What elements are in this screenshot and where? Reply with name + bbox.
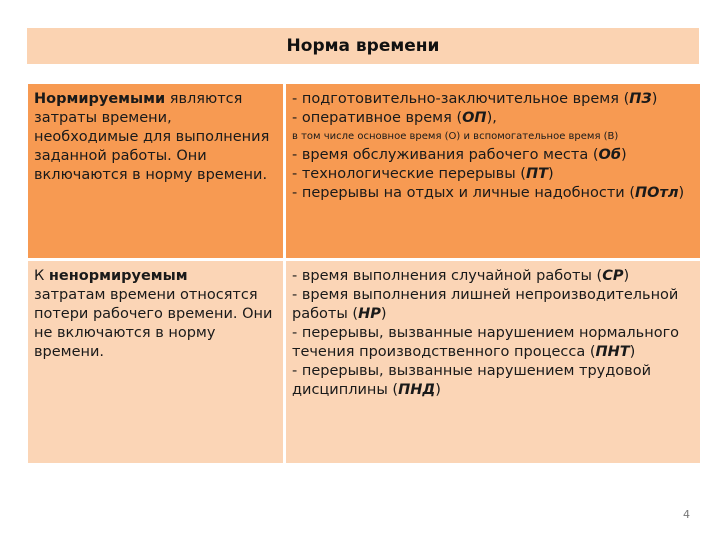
list-item-code: СР bbox=[602, 268, 624, 284]
list-item bbox=[292, 286, 694, 324]
list-item-text: - перерывы, вызванные нарушением трудовой дисциплины ( bbox=[292, 363, 651, 398]
list-item-code: ПЗ bbox=[629, 91, 652, 107]
list-item-text: - время выполнения случайной работы ( bbox=[292, 268, 603, 284]
list-item-code: НР bbox=[358, 306, 381, 322]
list-item bbox=[292, 146, 694, 165]
list-item bbox=[292, 324, 694, 362]
list-item-suffix: ), bbox=[486, 110, 497, 126]
page-number: 4 bbox=[683, 508, 690, 521]
unnormed-description: затратам времени относятся потери рабочего времени. Они не включаются в норму времени. bbox=[34, 287, 273, 360]
list-item-text: - оперативное время ( bbox=[292, 110, 463, 126]
list-item-suffix: ) bbox=[380, 306, 387, 322]
list-item-text: - время выполнения лишней непроизводительной работы ( bbox=[292, 287, 679, 322]
table-row-unnormed bbox=[28, 261, 700, 463]
normed-components-cell bbox=[286, 84, 700, 258]
list-item bbox=[292, 184, 694, 203]
list-item bbox=[292, 362, 694, 400]
list-item bbox=[292, 90, 694, 109]
list-item bbox=[292, 109, 694, 128]
list-item-code: ПНТ bbox=[595, 344, 630, 360]
list-item-suffix: ) bbox=[620, 147, 627, 163]
list-item-suffix: ) bbox=[629, 344, 636, 360]
table-row-normed bbox=[28, 84, 700, 261]
list-item-suffix: ) bbox=[651, 91, 658, 107]
list-item-note: в том числе основное время (О) и вспомогательное время (В) bbox=[292, 131, 619, 142]
list-item-text: - подготовительно-заключительное время ( bbox=[292, 91, 630, 107]
slide-title bbox=[27, 28, 699, 64]
time-norm-table bbox=[28, 84, 700, 463]
unnormed-description-cell bbox=[28, 261, 286, 463]
slide-title-text: Норма времени bbox=[286, 36, 440, 56]
list-item-code: ПНД bbox=[398, 382, 436, 398]
unnormed-components-cell bbox=[286, 261, 700, 463]
list-item-text: - технологические перерывы ( bbox=[292, 166, 526, 182]
list-item-text: - перерывы на отдых и личные надобности ( bbox=[292, 185, 635, 201]
unnormed-term: ненормируемым bbox=[48, 268, 188, 284]
list-item-code: ПТ bbox=[525, 166, 548, 182]
list-item bbox=[292, 165, 694, 184]
normed-description: являются затраты времени, необходимые для выполнения заданной работы. Они включаются в норму времени. bbox=[34, 91, 270, 183]
list-item-suffix: ) bbox=[547, 166, 554, 182]
list-item-code: Об bbox=[598, 147, 621, 163]
list-item-text: - время обслуживания рабочего места ( bbox=[292, 147, 599, 163]
list-item-code: ОП bbox=[462, 110, 487, 126]
list-item bbox=[292, 267, 694, 286]
list-item-text: - перерывы, вызванные нарушением нормального течения производственного процесса ( bbox=[292, 325, 680, 360]
normed-description-cell bbox=[28, 84, 286, 258]
unnormed-prefix: К bbox=[34, 268, 49, 284]
list-item-suffix: ) bbox=[435, 382, 441, 398]
list-item-suffix: ) bbox=[623, 268, 630, 284]
list-item-code: ПОтл bbox=[635, 185, 679, 201]
list-item-suffix: ) bbox=[678, 185, 685, 201]
normed-term: Нормируемыми bbox=[34, 91, 166, 107]
